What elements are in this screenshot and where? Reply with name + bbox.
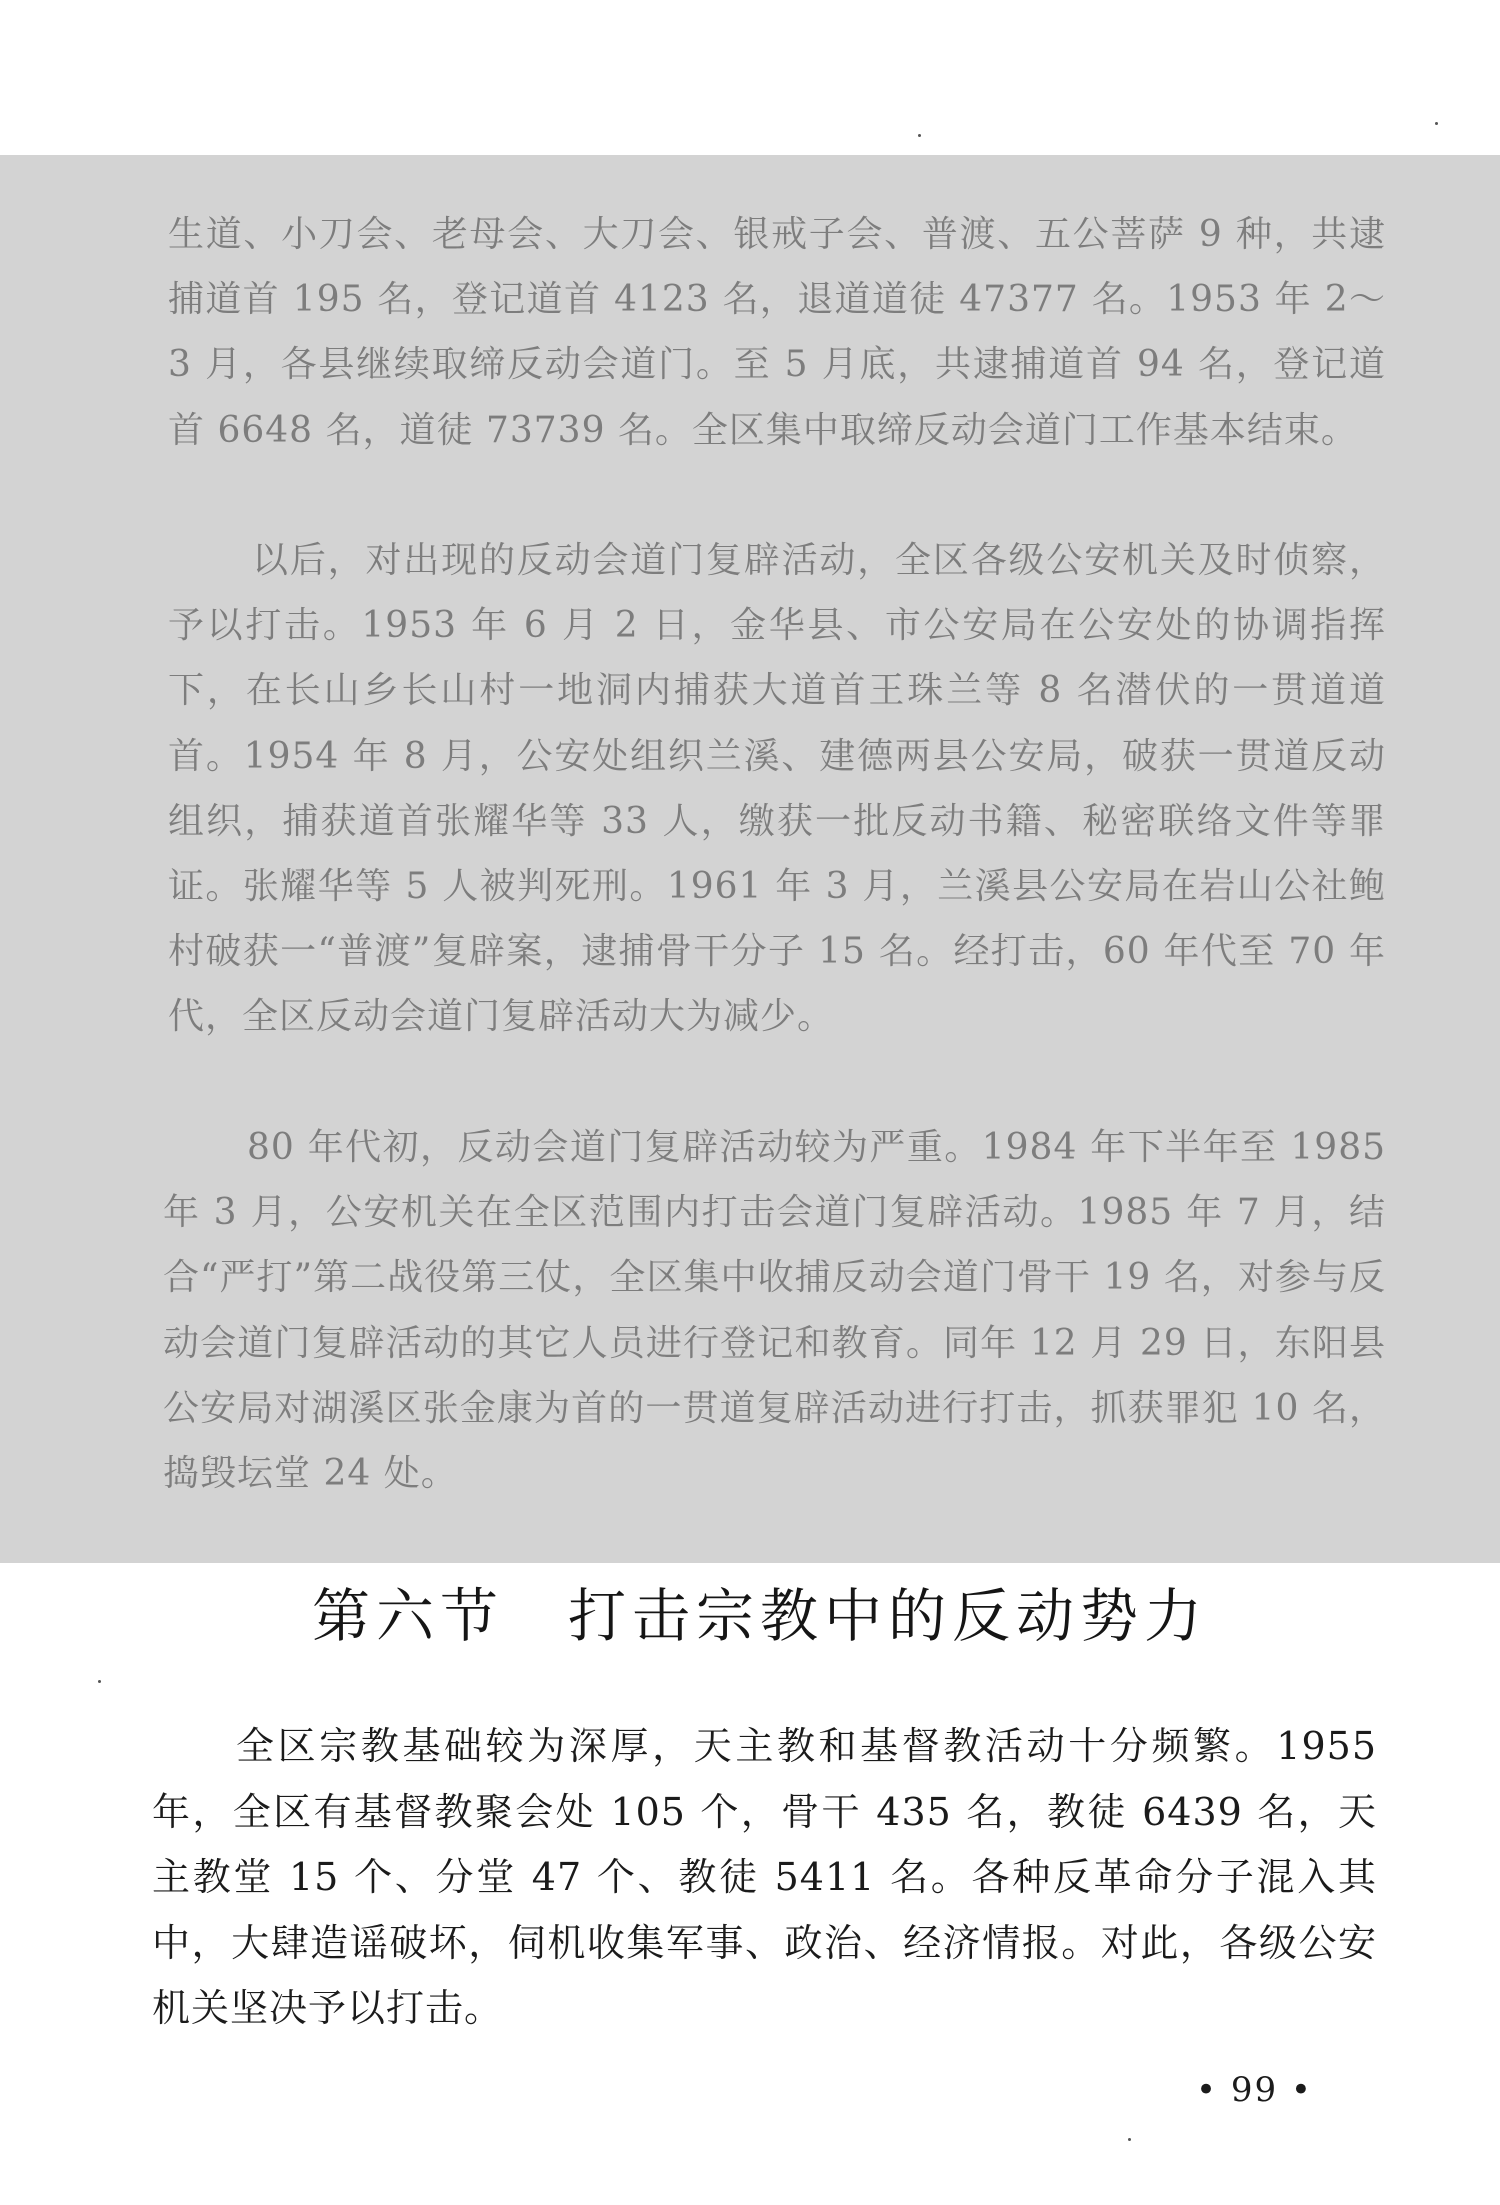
scan-speck [918, 134, 921, 137]
section-intro-paragraph: 全区宗教基础较为深厚，天主教和基督教活动十分频繁。1955 年，全区有基督教聚会处 105 个，骨干 435 名，教徒 6439 名，天主教堂 15 个、分堂 47 个、教徒 5411 名。各种反革命分子混入其中，大肆造谣破坏，伺机收集军事、政治、经济情报。对此，各级公安机关坚决予以打击。 [152, 1724, 1377, 2031]
paragraph-1980s: 80 年代初，反动会道门复辟活动较为严重。1984 年下半年至 1985 年 3 月，公安机关在全区范围内打击会道门复辟活动。1985 年 7 月，结合“严打”第二战役第三仗，全区集中收捕反动会道门骨干 19 名，对参与反动会道门复辟活动的其它人员进行登记和教育。同年 12 月 29 日，东阳县公安局对湖溪区张金康为首的一贯道复辟活动进行打击，抓获罪犯 10 名，捣毁坛堂 24 处。 [163, 1127, 1386, 1495]
scan-speck [98, 1680, 101, 1683]
paragraph-later-suppression: 以后，对出现的反动会道门复辟活动，全区各级公安机关及时侦察，予以打击。1953 年 6 月 2 日，金华县、市公安局在公安处的协调指挥下，在长山乡长山村一地洞内捕获大道首王珠兰等 8 名潜伏的一贯道道首。1954 年 8 月，公安处组织兰溪、建德两县公安局，破获一贯道反动组织，捕获道首张耀华等 33 人，缴获一批反动书籍、秘密联络文件等罪证。张耀华等 5 人被判死刑。1961 年 3 月，兰溪县公安局在岩山公社鲍村破获一“普渡”复辟案，逮捕骨干分子 15 名。经打击，60 年代至 70 年代，全区反动会道门复辟活动大为减少。 [168, 540, 1386, 1038]
scan-speck [1435, 122, 1438, 125]
section-title: 第六节 打击宗教中的反动势力 [312, 1582, 1209, 1650]
paragraph-continued: 生道、小刀会、老母会、大刀会、银戒子会、普渡、五公菩萨 9 种，共逮捕道首 195 名，登记道首 4123 名，退道道徒 47377 名。1953 年 2～3 月，各县继续取缔反动会道门。至 5 月底，共逮捕道首 94 名，登记道首 6648 名，道徒 73739 名。全区集中取缔反动会道门工作基本结束。 [168, 214, 1386, 451]
scan-speck [1128, 2138, 1131, 2141]
page-number: • 99 • [1196, 2070, 1313, 2110]
